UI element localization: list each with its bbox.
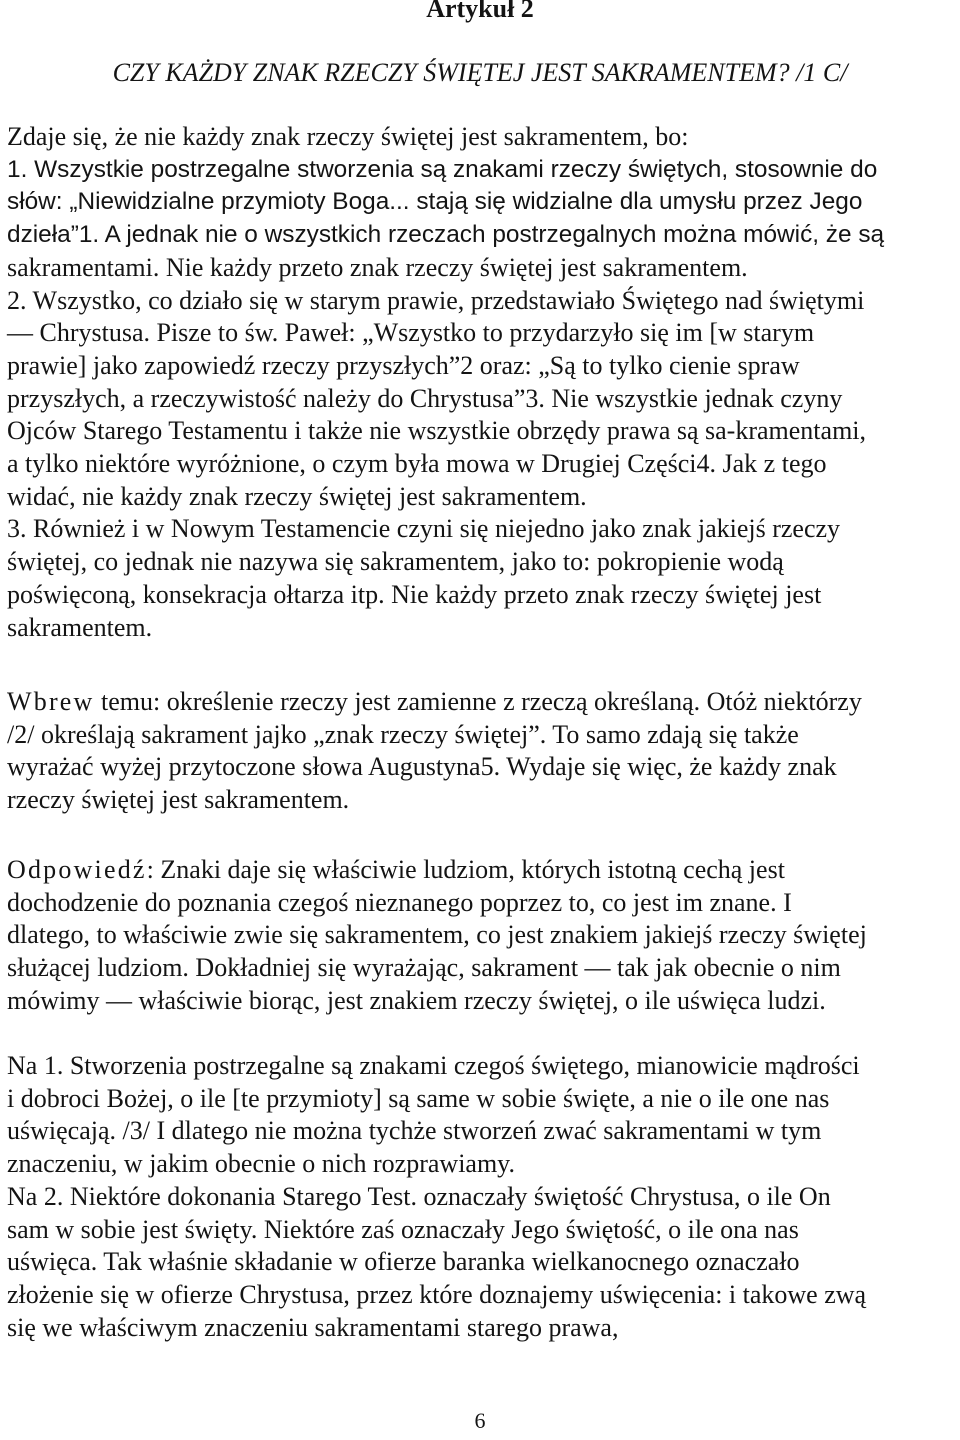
objection-line: prawie] jako zapowiedź rzeczy przyszłych”2 oraz: „Są to tylko cienie spraw bbox=[7, 350, 800, 380]
objection-line: przyszłych, a rzeczywistość należy do Chrystusa”3. Nie wszystkie jednak czyny bbox=[7, 383, 843, 413]
answer-section bbox=[7, 854, 960, 1018]
answer-line: dlatego, to właściwie zwie się sakramentem, co jest znakiem jakiejś rzeczy świętej bbox=[7, 920, 867, 950]
objections-section bbox=[7, 121, 960, 644]
article-heading: Artykuł 2 bbox=[426, 0, 534, 23]
objection-line: 3. Również i w Nowym Testamencie czyni się niejedno jako znak jakiejś rzeczy bbox=[7, 514, 841, 544]
article-question: CZY KAŻDY ZNAK RZECZY ŚWIĘTEJ JEST SAKRAMENTEM? /1 C/ bbox=[112, 58, 848, 87]
reply-line: uświęca. Tak właśnie składanie w ofierze baranka wielkanocnego oznaczało bbox=[7, 1247, 800, 1277]
reply-line: i dobroci Bożej, o ile [te przymioty] są same w sobie święte, a nie o ile one nas bbox=[7, 1083, 830, 1113]
objection-line: Zdaje się, że nie każdy znak rzeczy świętej jest sakramentem, bo: bbox=[7, 122, 689, 151]
answer-line: mówimy — właściwie biorąc, jest znakiem rzeczy świętej, o ile uświęca ludzi. bbox=[7, 985, 826, 1015]
objection-line: — Chrystusa. Pisze to św. Paweł: „Wszystko to przydarzyło się im [w starym bbox=[7, 318, 815, 348]
reply-line: znaczeniu, w jakim obecnie o nich rozprawiamy. bbox=[7, 1149, 515, 1179]
objection-line: a tylko niektóre wyróżnione, o czym była mowa w Drugiej Części4. Jak z tego bbox=[7, 449, 827, 479]
sed-contra-line: rzeczy świętej jest sakramentem. bbox=[7, 785, 350, 815]
objection-line: Ojców Starego Testamentu i także nie wszystkie obrzędy prawa są sa-kramentami, bbox=[7, 416, 867, 446]
reply-line: Na 1. Stworzenia postrzegalne są znakami czegoś świętego, mianowicie mądrości bbox=[7, 1051, 860, 1080]
sed-contra-label: Wbrew bbox=[7, 687, 95, 716]
sed-contra-text: temu: określenie rzeczy jest zamienne z rzeczą określaną. Otóż niektórzy bbox=[94, 687, 862, 716]
reply-line: złożenie się w ofierze Chrystusa, przez które doznajemy uświęcenia: i takowe zwą bbox=[7, 1279, 867, 1309]
objection-line: widać, nie każdy znak rzeczy świętej jest sakramentem. bbox=[7, 481, 587, 511]
reply-line: uświęcają. /3/ I dlatego nie można tychże stworzeń zwać sakramentami w tym bbox=[7, 1116, 822, 1146]
reply-line: Na 2. Niektóre dokonania Starego Test. oznaczały świętość Chrystusa, o ile On bbox=[7, 1181, 831, 1211]
answer-line: dochodzenie do poznania czegoś nieznanego poprzez to, co jest im znane. I bbox=[7, 887, 792, 917]
answer-label: Odpowiedź bbox=[7, 855, 147, 884]
sed-contra-section bbox=[7, 686, 960, 817]
objection-line: słów: „Niewidzialne przymioty Boga... stają się widzialne dla umysłu przez Jego bbox=[7, 188, 863, 216]
answer-line bbox=[7, 854, 960, 887]
sed-contra-line bbox=[7, 686, 960, 719]
reply-line: się we właściwym znaczeniu sakramentami starego prawa, bbox=[7, 1312, 619, 1342]
replies-section bbox=[7, 1050, 960, 1344]
objection-line: świętej, co jednak nie nazywa się sakramentem, jako to: pokropienie wodą bbox=[7, 547, 784, 577]
page-number: 6 bbox=[474, 1408, 486, 1433]
reply-line: sam w sobie jest święty. Niektóre zaś oznaczały Jego świętość, o ile ona nas bbox=[7, 1214, 799, 1244]
objection-line: 2. Wszystko, co działo się w starym prawie, przedstawiało Świętego nad świętymi bbox=[7, 285, 865, 315]
objection-line: dzieła”1. A jednak nie o wszystkich rzeczach postrzegalnych można mówić, że są bbox=[7, 221, 885, 249]
objection-line: sakramentem. bbox=[7, 612, 153, 642]
sed-contra-line: /2/ określają sakrament jajko „znak rzeczy świętej”. To samo zdają się także bbox=[7, 719, 799, 749]
answer-line: służącej ludziom. Dokładniej się wyrażając, sakrament — tak jak obecnie o nim bbox=[7, 953, 841, 983]
answer-text: : Znaki daje się właściwie ludziom, których istotną cechą jest bbox=[146, 855, 785, 884]
objection-line: 1. Wszystkie postrzegalne stworzenia są znakami rzeczy świętych, stosownie do bbox=[7, 155, 878, 183]
sed-contra-line: wyrażać wyżej przytoczone słowa Augustyna5. Wydaje się więc, że każdy znak bbox=[7, 752, 837, 782]
objection-line: poświęconą, konsekracja ołtarza itp. Nie każdy przeto znak rzeczy świętej jest bbox=[7, 579, 822, 609]
objection-line: sakramentami. Nie każdy przeto znak rzeczy świętej jest sakramentem. bbox=[7, 252, 748, 282]
